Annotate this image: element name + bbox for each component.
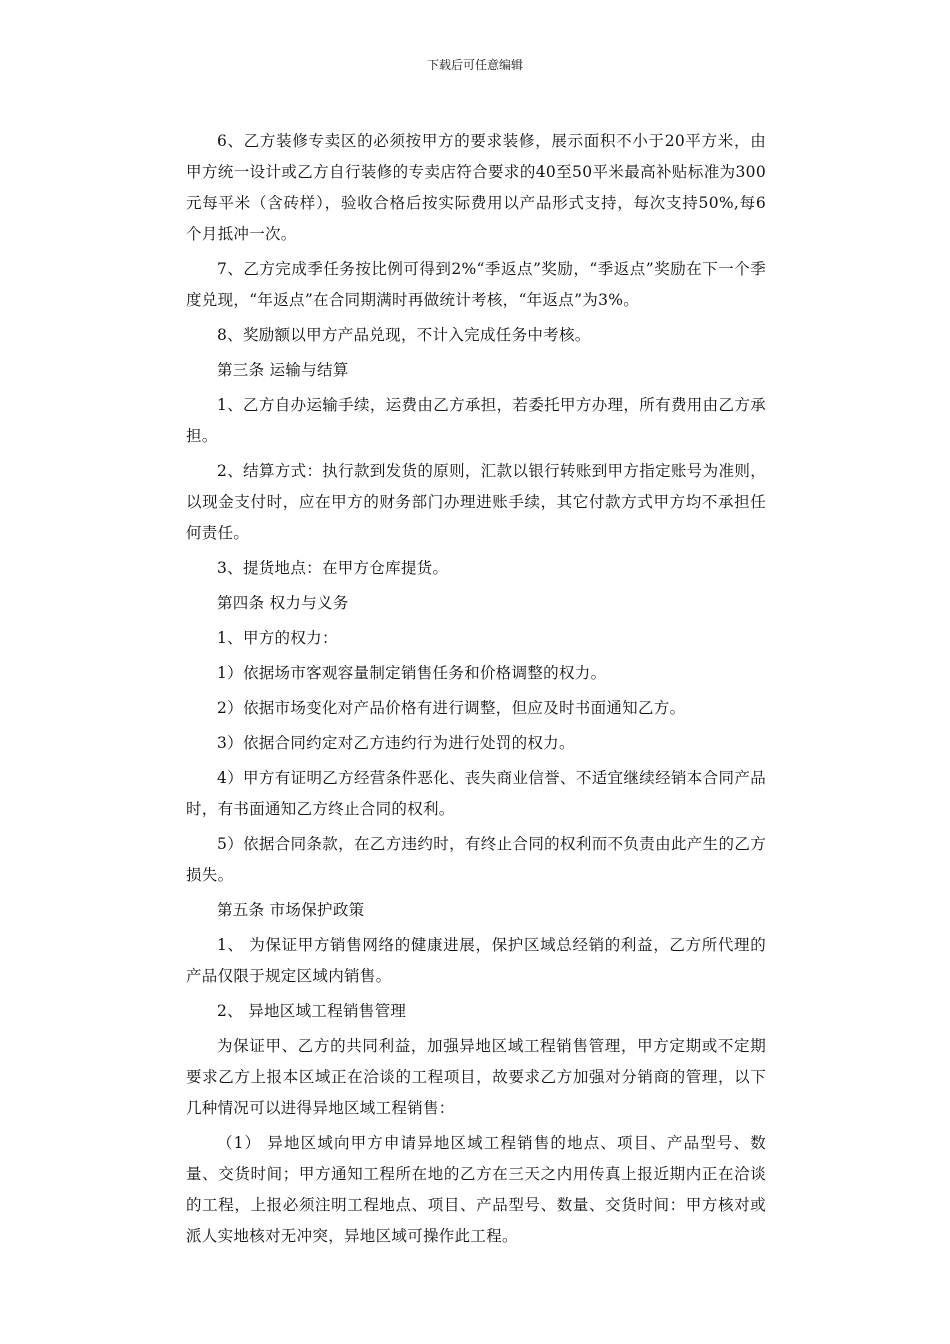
document-body xyxy=(186,126,766,1256)
section-3-heading: 第三条 运输与结算 xyxy=(217,361,349,379)
paragraph-cross-region-item-1: （1） 异地区域向甲方申请异地区域工程销售的地点、项目、产品型号、数量、交货时间；甲方通知工程所在地的乙方在三天之内用传真上报近期内正在洽谈的工程，上报必须注明工程地点、项目、产品型号、数量、交货时间：甲方核对或派人实地核对无冲突，异地区域可操作此工程。 xyxy=(186,1134,766,1245)
list-item-4: 4）甲方有证明乙方经营条件恶化、丧失商业信誉、不适宜继续经销本合同产品时，有书面通知乙方终止合同的权利。 xyxy=(186,769,766,818)
page-header: 下载后可任意编辑 xyxy=(426,58,523,72)
list-item-1: 1）依据场市客观容量制定销售任务和价格调整的权力。 xyxy=(217,664,607,682)
paragraph-pickup: 3、提货地点：在甲方仓库提货。 xyxy=(217,559,449,577)
paragraph-market-protection-1: 1、 为保证甲方销售网络的健康进展，保护区域总经销的利益，乙方所代理的产品仅限于规定区域内销售。 xyxy=(186,936,766,985)
section-4-heading: 第四条 权力与义务 xyxy=(217,594,349,612)
paragraph-7-rebate: 7、乙方完成季任务按比例可得到2%“季返点”奖励，“季返点”奖励在下一个季度兑现，“年返点”在合同期满时再做统计考核，“年返点”为3%。 xyxy=(186,260,766,309)
paragraph-8-reward: 8、奖励额以甲方产品兑现，不计入完成任务中考核。 xyxy=(217,326,591,344)
list-item-3: 3）依据合同约定对乙方违约行为进行处罚的权力。 xyxy=(217,734,575,752)
paragraph-party-a-rights: 1、甲方的权力： xyxy=(217,629,338,647)
paragraph-6-decoration: 6、乙方装修专卖区的必须按甲方的要求装修，展示面积不小于20平方米，由甲方统一设计或乙方自行装修的专卖店符合要求的40至50平米最高补贴标准为300元每平米（含砖样），验收合格后按实际费用以产品形式支持，每次支持50%,每6个月抵冲一次。 xyxy=(186,132,766,243)
section-5-heading: 第五条 市场保护政策 xyxy=(217,901,365,919)
paragraph-settlement: 2、结算方式：执行款到发货的原则，汇款以银行转账到甲方指定账号为准则，以现金支付时，应在甲方的财务部门办理进账手续，其它付款方式甲方均不承担任何责任。 xyxy=(186,462,766,542)
paragraph-market-protection-2: 2、 异地区域工程销售管理 xyxy=(217,1002,407,1020)
paragraph-cross-region-sales: 为保证甲、乙方的共同利益，加强异地区域工程销售管理，甲方定期或不定期要求乙方上报本区域正在洽谈的工程项目，故要求乙方加强对分销商的管理，以下几种情况可以进得异地区域工程销售： xyxy=(186,1037,766,1117)
list-item-5: 5）依据合同条款，在乙方违约时，有终止合同的权利而不负责由此产生的乙方损失。 xyxy=(186,835,766,884)
list-item-2: 2）依据市场变化对产品价格有进行调整，但应及时书面通知乙方。 xyxy=(217,699,686,717)
paragraph-transport: 1、乙方自办运输手续，运费由乙方承担，若委托甲方办理，所有费用由乙方承担。 xyxy=(186,396,766,445)
